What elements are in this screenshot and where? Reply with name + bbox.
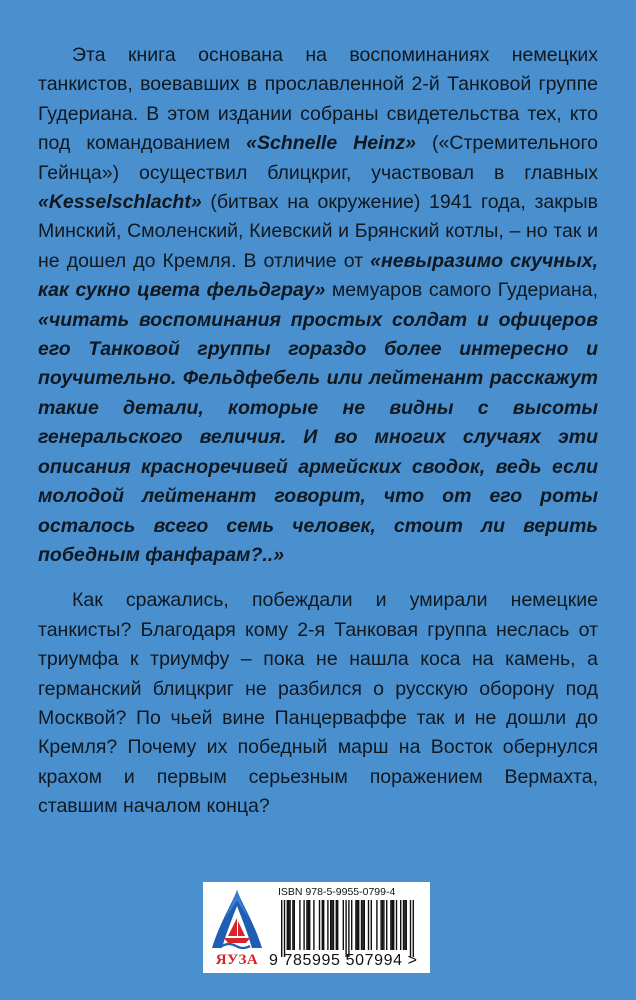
barcode-bar	[284, 900, 285, 957]
publisher-logo-icon	[208, 888, 266, 952]
barcode-bar	[336, 900, 337, 950]
barcode-bar	[289, 900, 290, 950]
paragraph-1-text-2: («Стремительного Гейнца») осуществил блицкриг, участвовал в главных	[38, 132, 598, 184]
barcode-bar	[331, 900, 332, 950]
quote-kesselschlacht: «Kesselschlacht»	[38, 191, 202, 214]
paragraph-1-text-3: (битвах на окружение) 1941 года, закрыв Минский, Смоленский, Киевский и Брянский котлы, – но так и не дошел до Кремля. В отличие от	[38, 191, 598, 272]
barcode-bar	[343, 900, 344, 950]
barcode-bar	[403, 900, 404, 950]
barcode-bar	[404, 900, 405, 950]
paragraph-1-text-1: Эта книга основана на воспоминаниях немецких танкистов, воевавших в прославленной 2-й Танковой группе Гудериана. В этом издании собраны свидетельства тех, кто под командованием	[38, 44, 598, 155]
barcode-bar	[355, 900, 356, 950]
barcode-bar	[393, 900, 394, 950]
barcode-bar	[348, 900, 349, 957]
annotation-paragraph-2: Как сражались, побеждали и умирали немецкие танкисты? Благодаря кому 2-я Танковая группа неслась от триумфа к триумфу – пока не нашла коса на камень, а германский блицкриг не разбился о русскую оборону под Москвой? По чьей вине Панцерваффе так и не дошли до Кремля? Почему их победный марш на Восток обернулся крахом и первым серьезным поражением Вермахта, ставшим началом конца?	[38, 589, 598, 818]
barcode-bar	[400, 900, 401, 950]
barcode-bar	[345, 900, 346, 957]
barcode-bar	[306, 900, 307, 950]
barcode-bar	[358, 900, 359, 950]
barcode-bar	[396, 900, 397, 950]
barcode-bar	[323, 900, 324, 950]
barcode-bar	[294, 900, 295, 950]
barcode-bar	[371, 900, 372, 950]
barcode-bar	[357, 900, 358, 950]
barcode-bar	[386, 900, 387, 950]
barcode-digits: 9 785995 507994 >	[269, 952, 418, 969]
barcode-bar	[319, 900, 320, 950]
barcode-bar	[364, 900, 365, 950]
barcode-bar	[292, 900, 293, 950]
publisher-logo-text: ЯУЗА	[215, 952, 259, 968]
annotation-paragraph-1	[38, 41, 598, 570]
barcode-bar	[337, 900, 338, 950]
barcode-bar	[392, 900, 393, 950]
isbn-barcode-panel	[203, 882, 430, 973]
barcode-graphic	[281, 900, 424, 958]
barcode-bar	[410, 900, 411, 957]
barcode-bar	[288, 900, 289, 950]
barcode-bar	[413, 900, 414, 957]
barcode-bar	[308, 900, 309, 950]
barcode-bar	[406, 900, 407, 950]
annotation-text	[38, 41, 598, 822]
barcode-bar	[313, 900, 314, 950]
quote-schnelle-heinz: «Schnelle Heinz»	[246, 132, 417, 155]
barcode-bar	[309, 900, 310, 950]
publisher-logo	[208, 888, 266, 968]
barcode-bar	[383, 900, 384, 950]
isbn-number: ISBN 978-5-9955-0799-4	[278, 886, 396, 898]
barcode-bar	[376, 900, 377, 950]
barcode-bar	[281, 900, 282, 957]
barcode-bar	[390, 900, 391, 950]
barcode-bar	[368, 900, 369, 950]
barcode-bar	[303, 900, 304, 950]
barcode-bar	[322, 900, 323, 950]
barcode-bar	[362, 900, 363, 950]
quote-feldgrau: «невыразимо скучных, как сукно цвета фельдграу»	[38, 249, 598, 302]
quote-soldiers-memoirs: «читать воспоминания простых солдат и офицеров его Танковой группы гораздо более интересно и поучительно. Фельдфебель или лейтенант расскажут такие детали, которые не видны с высоты генеральского величия. И во многих случаях эти описания красноречивей армейских сводок, ведь если молодой лейтенант говорит, что от его роты осталось всего семь человек, стоит ли верить победным фанфарам?..»	[38, 308, 598, 566]
barcode-bar	[382, 900, 383, 950]
barcode-bar	[351, 900, 352, 950]
barcode-bar	[330, 900, 331, 950]
barcode-bar	[327, 900, 328, 950]
barcode-bar	[287, 900, 288, 950]
barcode-bar	[361, 900, 362, 950]
barcode-bars	[281, 900, 424, 958]
paragraph-1-text-4: мемуаров самого Гудериана,	[325, 279, 598, 302]
barcode-bar	[333, 900, 334, 950]
barcode-bar	[380, 900, 381, 950]
barcode-bar	[299, 900, 300, 950]
